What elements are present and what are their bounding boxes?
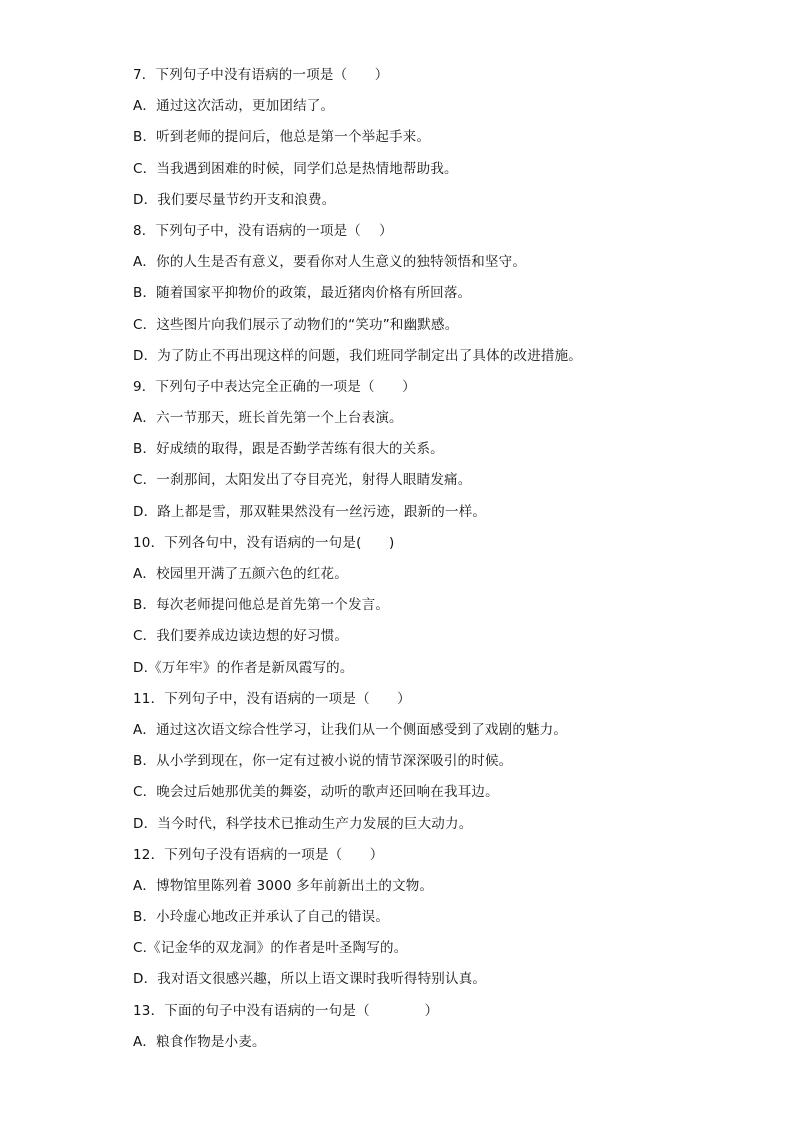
question-10-option-a: A．校园里开满了五颜六色的红花。 bbox=[133, 566, 348, 582]
question-7-stem: 7．下列句子中没有语病的一项是（ ） bbox=[133, 67, 389, 83]
question-11-option-c: C．晚会过后她那优美的舞姿，动听的歌声还回响在我耳边。 bbox=[133, 784, 499, 801]
question-12-option-b: B．小玲虚心地改正并承认了自己的错误。 bbox=[133, 909, 390, 926]
question-13-stem: 13．下面的句子中没有语病的一句是（ ） bbox=[133, 1002, 439, 1019]
question-10-option-b: B．每次老师提问他总是首先第一个发言。 bbox=[133, 597, 390, 614]
question-10-stem: 10．下列各句中，没有语病的一句是( ) bbox=[133, 534, 395, 551]
question-7-option-d: D．我们要尽量节约开支和浪费。 bbox=[133, 191, 336, 208]
question-11-stem: 11．下列句子中，没有语病的一项是（ ） bbox=[133, 690, 411, 707]
question-13-option-a: A．粮食作物是小麦。 bbox=[133, 1033, 266, 1050]
question-7-option-b: B．听到老师的提问后，他总是第一个举起手来。 bbox=[133, 129, 431, 146]
question-7-option-a: A．通过这次活动，更加团结了。 bbox=[133, 98, 335, 115]
question-8-option-d: D．为了防止不再出现这样的问题，我们班同学制定出了具体的改进措施。 bbox=[133, 347, 582, 364]
question-11-option-b: B．从小学到现在，你一定有过被小说的情节深深吸引的时候。 bbox=[133, 753, 513, 770]
question-9-option-b: B．好成绩的取得，跟是否勤学苦练有很大的关系。 bbox=[133, 441, 444, 458]
question-8-option-c: C．这些图片向我们展示了动物们的“笑功”和幽默感。 bbox=[133, 316, 459, 333]
question-list bbox=[133, 64, 733, 1062]
question-9-option-d: D．路上都是雪，那双鞋果然没有一丝污迹，跟新的一样。 bbox=[133, 503, 487, 520]
question-12-stem: 12．下列句子没有语病的一项是（ ） bbox=[133, 846, 384, 863]
question-11-option-d: D．当今时代，科学技术已推动生产力发展的巨大动力。 bbox=[133, 815, 473, 832]
question-9-stem: 9．下列句子中表达完全正确的一项是（ ） bbox=[133, 378, 416, 395]
question-9-option-a: A．六一节那天，班长首先第一个上台表演。 bbox=[133, 410, 403, 427]
question-12-option-d: D．我对语文很感兴趣，所以上语文课时我听得特别认真。 bbox=[133, 971, 487, 988]
question-7-option-c: C．当我遇到困难的时候，同学们总是热情地帮助我。 bbox=[133, 160, 458, 177]
question-10-option-d: D.《万年牢》的作者是新凤霞写的。 bbox=[133, 659, 354, 676]
question-8-option-a: A．你的人生是否有意义，要看你对人生意义的独特领悟和坚守。 bbox=[133, 254, 527, 271]
question-12-option-c: C.《记金华的双龙洞》的作者是叶圣陶写的。 bbox=[133, 940, 408, 957]
question-10-option-c: C．我们要养成边读边想的好习惯。 bbox=[133, 628, 349, 645]
question-9-option-c: C．一刹那间，太阳发出了夺目亮光，射得人眼睛发痛。 bbox=[133, 472, 472, 489]
question-8-stem: 8．下列句子中，没有语病的一项是（ ） bbox=[133, 222, 393, 239]
question-12-option-a: A．博物馆里陈列着 3000 多年前新出土的文物。 bbox=[133, 877, 434, 894]
question-8-option-b: B．随着国家平抑物价的政策，最近猪肉价格有所回落。 bbox=[133, 285, 472, 302]
question-11-option-a: A．通过这次语文综合性学习，让我们从一个侧面感受到了戏剧的魅力。 bbox=[133, 721, 568, 738]
